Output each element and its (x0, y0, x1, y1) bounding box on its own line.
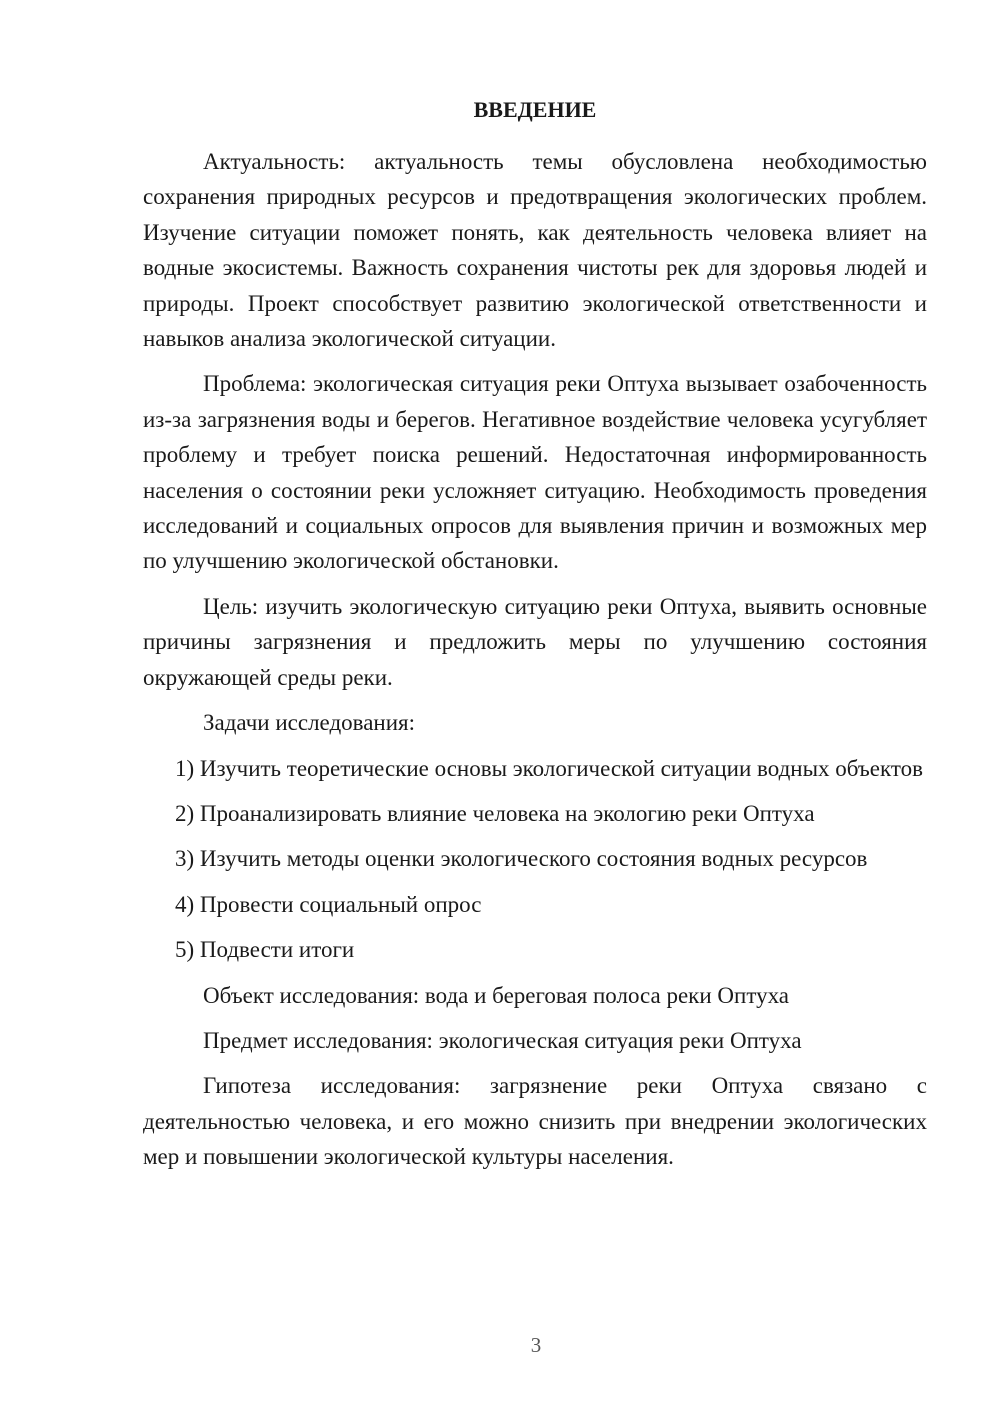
research-subject: Предмет исследования: экологическая ситуация реки Оптуха (203, 1027, 802, 1053)
task-item-3: 3) Изучить методы оценки экологического состояния водных ресурсов (175, 846, 868, 872)
task-item-4: 4) Провести социальный опрос (175, 891, 482, 917)
page-number: 3 (530, 1333, 542, 1357)
goal-paragraph: Цель: изучить экологическую ситуацию реки Оптуха, выявить основные причины загрязнения и предложить меры по улучшению состояния окружающей среды реки. (143, 593, 927, 690)
hypothesis-paragraph: Гипотеза исследования: загрязнение реки Оптуха связано с деятельностью человека, и его можно снизить при внедрении экологических мер и повышении экологической культуры населения. (143, 1073, 927, 1170)
document-body (143, 92, 927, 1185)
tasks-list (143, 751, 927, 968)
tasks-heading: Задачи исследования: (203, 710, 416, 736)
section-title: ВВЕДЕНИЕ (473, 97, 597, 122)
task-item-2: 2) Проанализировать влияние человека на экологию реки Оптуха (175, 800, 815, 826)
relevance-paragraph: Актуальность: актуальность темы обусловлена необходимостью сохранения природных ресурсов и предотвращения экологических проблем. Изучение ситуации поможет понять, как деятельность человека влияет на водные экосистемы. Важность сохранения чистоты рек для здоровья людей и природы. Проект способствует развитию экологической ответственности и навыков анализа экологической ситуации. (143, 149, 927, 352)
problem-paragraph: Проблема: экологическая ситуация реки Оптуха вызывает озабоченность из-за загрязнения воды и берегов. Негативное воздействие человека усугубляет проблему и требует поиска решений. Недостаточная информированность населения о состоянии реки усложняет ситуацию. Необходимость проведения исследований и социальных опросов для выявления причин и возможных мер по улучшению экологической обстановки. (143, 371, 927, 574)
task-item-1: 1) Изучить теоретические основы экологической ситуации водных объектов (175, 755, 923, 781)
research-object: Объект исследования: вода и береговая полоса реки Оптуха (203, 982, 789, 1008)
task-item-5: 5) Подвести итоги (175, 937, 355, 963)
